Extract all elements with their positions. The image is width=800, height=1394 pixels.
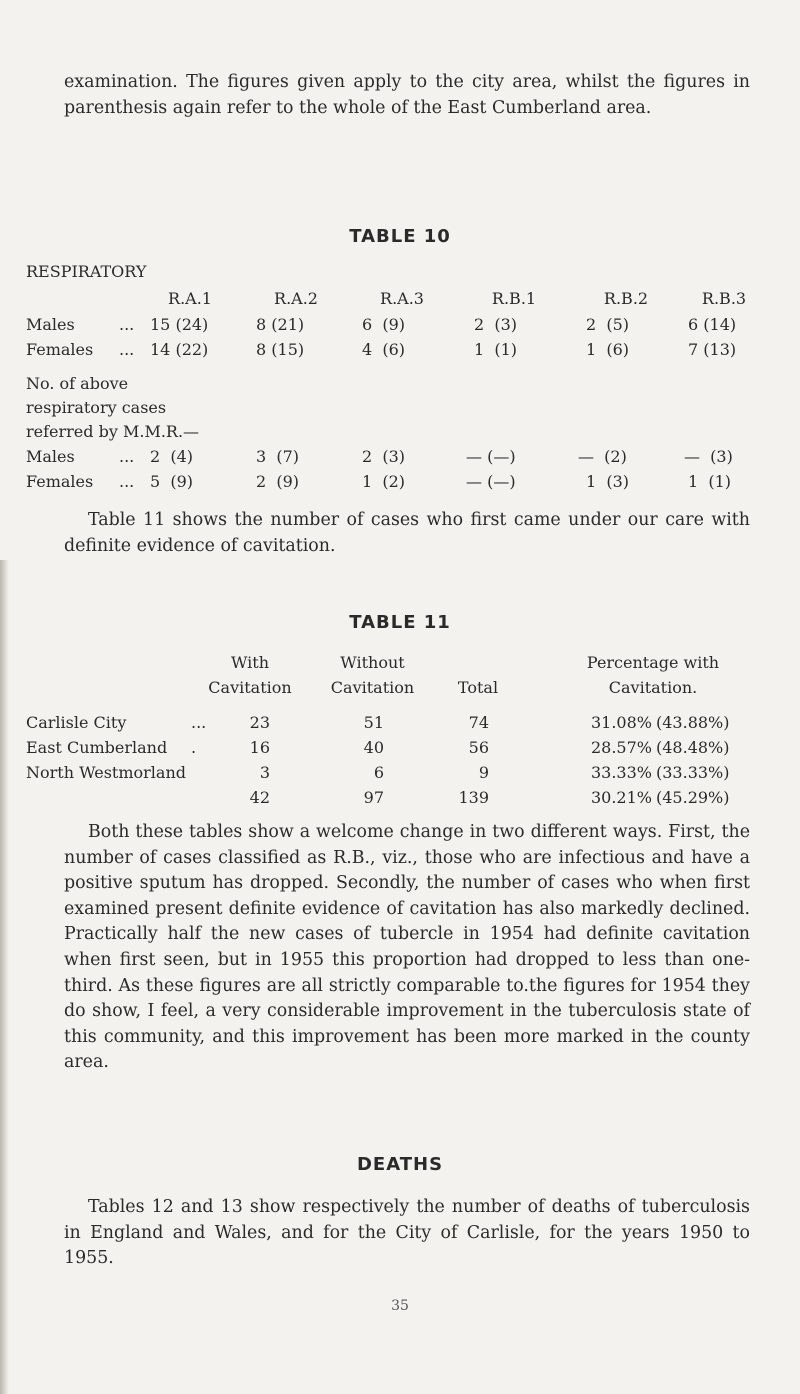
table11-col4-header: Cavitation. [608, 678, 698, 697]
table11-without: 51 [363, 713, 384, 732]
table11-row-dots: . [191, 738, 197, 757]
table10-subheading-line: referred by M.M.R.— [26, 422, 200, 441]
table10-cell: 15 (24) [150, 315, 209, 334]
table10-cell: 6 (14) [688, 315, 737, 334]
page-edge-shadow [0, 560, 9, 1394]
table10-subheading-line: respiratory cases [26, 398, 167, 417]
table10-cell: 1 (2) [362, 472, 406, 491]
table11-total-pct-paren: (45.29%) [656, 788, 730, 807]
table11-with: 23 [249, 713, 270, 732]
table11-row-label: East Cumberland [26, 738, 168, 757]
table10-cell: 1 (6) [586, 340, 630, 359]
table11-title: TABLE 11 [349, 612, 451, 633]
table11-total-pct: 30.21% [590, 788, 652, 807]
table10-col-header: R.B.3 [701, 289, 747, 308]
table11-col1-header: With [230, 653, 269, 672]
table10-row-label: Males [26, 447, 75, 466]
table10-cell: — (—) [466, 447, 516, 466]
table10-cell: 1 (1) [474, 340, 518, 359]
deaths-heading: DEATHS [356, 1154, 444, 1175]
table11-with: 3 [259, 763, 270, 782]
table11-total: 74 [468, 713, 489, 732]
table11-with: 16 [249, 738, 270, 757]
table11-intro: Table 11 shows the number of cases who first came under our care with definite evidence of cavitation. [64, 510, 750, 556]
table10-cell: 2 (5) [586, 315, 630, 334]
table10-cell: 5 (9) [150, 472, 194, 491]
table10-title: TABLE 10 [349, 226, 451, 247]
table10-row-label: Males [26, 315, 75, 334]
table10-col-header: R.A.3 [380, 289, 424, 308]
table10-section-label: RESPIRATORY [26, 262, 147, 281]
table10-col-header: R.A.2 [274, 289, 318, 308]
intro-paragraph: examination. The figures given apply to the city area, whilst the figures in parenthesis again refer to the whole of the East Cumberland area. [64, 72, 750, 118]
table11-pct-paren: (33.33%) [656, 763, 730, 782]
table10-cell: 2 (3) [362, 447, 406, 466]
table11-pct-paren: (48.48%) [656, 738, 730, 757]
table10-row-dots: ... [119, 447, 135, 466]
table10-cell: 3 (7) [256, 447, 300, 466]
table11-row-label: Carlisle City [26, 713, 127, 732]
table10-cell: 8 (15) [256, 340, 305, 359]
table10-cell: 7 (13) [688, 340, 737, 359]
table10-row-label: Females [26, 340, 94, 359]
table10-row-dots: ... [119, 472, 135, 491]
table11-without: 6 [373, 763, 384, 782]
table10-row-dots: ... [119, 340, 135, 359]
table11-total: 9 [478, 763, 489, 782]
table10-cell: — (—) [466, 472, 516, 491]
table10-col-header: R.A.1 [168, 289, 212, 308]
table11-total-total: 139 [458, 788, 489, 807]
table10-cell: 14 (22) [150, 340, 209, 359]
table11-total-with: 42 [249, 788, 270, 807]
table10-cell: — (3) [684, 447, 733, 466]
table11-pct: 28.57% [590, 738, 652, 757]
table11-col4-header: Percentage with [586, 653, 720, 672]
table10-cell: 1 (1) [688, 472, 732, 491]
table10-cell: — (2) [578, 447, 627, 466]
table10-cell: 1 (3) [586, 472, 630, 491]
page-number: 35 [391, 1298, 409, 1314]
table11-pct-paren: (43.88%) [656, 713, 730, 732]
table10-col-header: R.B.2 [603, 289, 649, 308]
table10-row-dots: ... [119, 315, 135, 334]
table10-cell: 6 (9) [362, 315, 406, 334]
table10-col-header: R.B.1 [491, 289, 537, 308]
table11-col2-header: Cavitation [330, 678, 415, 697]
table10-cell: 4 (6) [362, 340, 406, 359]
table11-col1-header: Cavitation [208, 678, 292, 697]
both-tables-paragraph: Both these tables show a welcome change in two different ways. First, the number of cases classified as R.B., viz., those who are infectious and have a positive sputum has dropped. Secondly, the number of cases who when first examined present definite evidence of cavitation has also markedly declined. Practically half the new cases of tubercle in 1954 had definite cavitation when first seen, but in 1955 this proportion had dropped to less than one-third. As these figures are all strictly comparable to.the figures for 1954 they do show, I feel, a very considerable improvement in the tuberculosis state of this community, and this improvement has been more marked in the county area. [64, 822, 750, 1073]
table10-row-label: Females [26, 472, 94, 491]
deaths-paragraph: Tables 12 and 13 show respectively the number of deaths of tuberculosis in England and Wales, and for the City of Carlisle, for the years 1950 to 1955. [64, 1197, 750, 1269]
table11-pct: 31.08% [590, 713, 652, 732]
table10-cell: 8 (21) [256, 315, 305, 334]
table11-col3-header: Total [457, 678, 499, 697]
table11-row-label: North Westmorland [26, 763, 187, 782]
table10-subheading-line: No. of above [26, 374, 129, 393]
table11-total-without: 97 [363, 788, 384, 807]
table10-cell: 2 (3) [474, 315, 518, 334]
table11-col2-header: Without [340, 653, 405, 672]
table10-cell: 2 (9) [256, 472, 300, 491]
table10-cell: 2 (4) [150, 447, 194, 466]
table11-without: 40 [363, 738, 384, 757]
table11-pct: 33.33% [590, 763, 652, 782]
table11-total: 56 [468, 738, 489, 757]
table11-row-dots: ... [191, 713, 207, 732]
